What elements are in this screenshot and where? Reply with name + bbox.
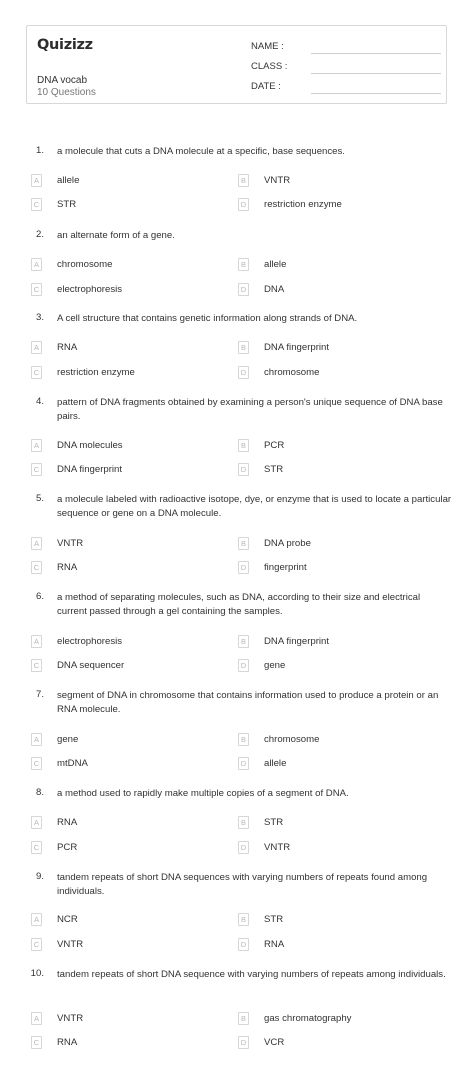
option-letter-box: A xyxy=(31,733,42,746)
option-letter-box: C xyxy=(31,659,42,672)
option-text: gene xyxy=(57,734,79,745)
option-letter-box: B xyxy=(238,258,249,271)
option-text: DNA fingerprint xyxy=(57,464,123,475)
quiz-title: DNA vocab xyxy=(37,75,88,86)
option-letter-box: B xyxy=(238,816,249,829)
option-text: DNA probe xyxy=(264,538,311,549)
option-letter-box: C xyxy=(31,757,42,770)
option-text: VNTR xyxy=(57,1013,84,1024)
option-letter-box: A xyxy=(31,537,42,550)
question-text: a molecule labeled with radioactive isotope, dye, or enzyme that is used to locate a particular sequence or gene on a DNA molecule. xyxy=(57,494,452,519)
option-text: gas chromatography xyxy=(264,1013,352,1024)
option-letter-box: D xyxy=(238,1036,249,1049)
option-letter-box: C xyxy=(31,283,42,296)
question-text: pattern of DNA fragments obtained by examining a person's unique sequence of DNA base pairs. xyxy=(57,397,443,422)
option-letter-box: D xyxy=(238,659,249,672)
question-number: 6. xyxy=(35,591,44,602)
option-letter-box: B xyxy=(238,913,249,926)
option-text: STR xyxy=(264,914,284,925)
option-letter-box: C xyxy=(31,841,42,854)
option-letter-box: B xyxy=(238,341,249,354)
option-text: RNA xyxy=(57,817,78,828)
option-letter-box: C xyxy=(31,938,42,951)
question-text: tandem repeats of short DNA sequence with varying numbers of repeats among individuals. xyxy=(57,969,446,980)
option-text: DNA sequencer xyxy=(57,660,125,671)
question-number: 4. xyxy=(35,396,44,407)
question-number: 9. xyxy=(35,871,44,882)
option-letter-box: A xyxy=(31,341,42,354)
name-label: NAME : xyxy=(251,41,284,52)
question-text: a molecule that cuts a DNA molecule at a specific, base sequences. xyxy=(57,146,345,157)
option-letter-box: D xyxy=(238,757,249,770)
question-text: an alternate form of a gene. xyxy=(57,230,175,241)
option-text: PCR xyxy=(57,842,78,853)
option-letter-box: B xyxy=(238,439,249,452)
question-text: a method used to rapidly make multiple copies of a segment of DNA. xyxy=(57,788,349,799)
question-number: 3. xyxy=(35,312,44,323)
option-text: fingerprint xyxy=(264,562,307,573)
quizizz-logo: Quizizz xyxy=(37,37,93,53)
option-text: NCR xyxy=(57,914,78,925)
option-text: DNA molecules xyxy=(57,440,123,451)
option-letter-box: A xyxy=(31,913,42,926)
option-text: chromosome xyxy=(264,734,320,745)
question-number: 2. xyxy=(35,229,44,240)
question-number: 5. xyxy=(35,493,44,504)
option-letter-box: B xyxy=(238,733,249,746)
option-text: RNA xyxy=(57,342,78,353)
option-text: chromosome xyxy=(57,259,113,270)
option-letter-box: A xyxy=(31,1012,42,1025)
question-number: 7. xyxy=(35,689,44,700)
option-text: DNA fingerprint xyxy=(264,636,330,647)
option-text: electrophoresis xyxy=(57,636,123,647)
option-text: RNA xyxy=(57,1037,78,1048)
option-text: restriction enzyme xyxy=(57,367,135,378)
option-letter-box: D xyxy=(238,198,249,211)
option-letter-box: D xyxy=(238,841,249,854)
option-text: VNTR xyxy=(57,939,84,950)
option-text: allele xyxy=(264,259,287,270)
option-text: VCR xyxy=(264,1037,285,1048)
option-text: DNA xyxy=(264,284,285,295)
option-letter-box: D xyxy=(238,938,249,951)
option-letter-box: C xyxy=(31,463,42,476)
option-text: STR xyxy=(57,199,77,210)
date-label: DATE : xyxy=(251,81,281,92)
option-text: allele xyxy=(57,175,80,186)
option-text: restriction enzyme xyxy=(264,199,342,210)
option-letter-box: A xyxy=(31,816,42,829)
option-letter-box: D xyxy=(238,463,249,476)
option-letter-box: A xyxy=(31,258,42,271)
option-text: VNTR xyxy=(57,538,84,549)
question-number: 8. xyxy=(35,787,44,798)
question-number: 10. xyxy=(30,968,44,979)
option-letter-box: C xyxy=(31,366,42,379)
option-text: RNA xyxy=(57,562,78,573)
option-text: VNTR xyxy=(264,842,291,853)
option-letter-box: B xyxy=(238,174,249,187)
option-text: RNA xyxy=(264,939,285,950)
option-letter-box: A xyxy=(31,635,42,648)
question-text: a method of separating molecules, such as DNA, according to their size and electrical current passed through a gel containing the samples. xyxy=(57,592,421,617)
option-text: STR xyxy=(264,817,284,828)
question-text: tandem repeats of short DNA sequences with varying numbers of repeats found among individuals. xyxy=(57,872,428,897)
option-letter-box: D xyxy=(238,561,249,574)
option-text: gene xyxy=(264,660,286,671)
option-letter-box: D xyxy=(238,283,249,296)
option-letter-box: B xyxy=(238,1012,249,1025)
class-label: CLASS : xyxy=(251,61,288,72)
option-text: STR xyxy=(264,464,284,475)
option-letter-box: B xyxy=(238,635,249,648)
question-count: 10 Questions xyxy=(37,87,96,98)
option-text: DNA fingerprint xyxy=(264,342,330,353)
question-text: segment of DNA in chromosome that contains information used to produce a protein or an RNA molecule. xyxy=(57,690,439,715)
question-number: 1. xyxy=(35,145,44,156)
option-text: allele xyxy=(264,758,287,769)
option-letter-box: C xyxy=(31,561,42,574)
option-letter-box: C xyxy=(31,198,42,211)
option-text: electrophoresis xyxy=(57,284,123,295)
option-letter-box: C xyxy=(31,1036,42,1049)
question-text: A cell structure that contains genetic information along strands of DNA. xyxy=(57,313,358,324)
option-text: VNTR xyxy=(264,175,291,186)
option-letter-box: B xyxy=(238,537,249,550)
option-text: mtDNA xyxy=(57,758,88,769)
option-letter-box: A xyxy=(31,174,42,187)
option-letter-box: A xyxy=(31,439,42,452)
option-text: PCR xyxy=(264,440,285,451)
option-letter-box: D xyxy=(238,366,249,379)
option-text: chromosome xyxy=(264,367,320,378)
